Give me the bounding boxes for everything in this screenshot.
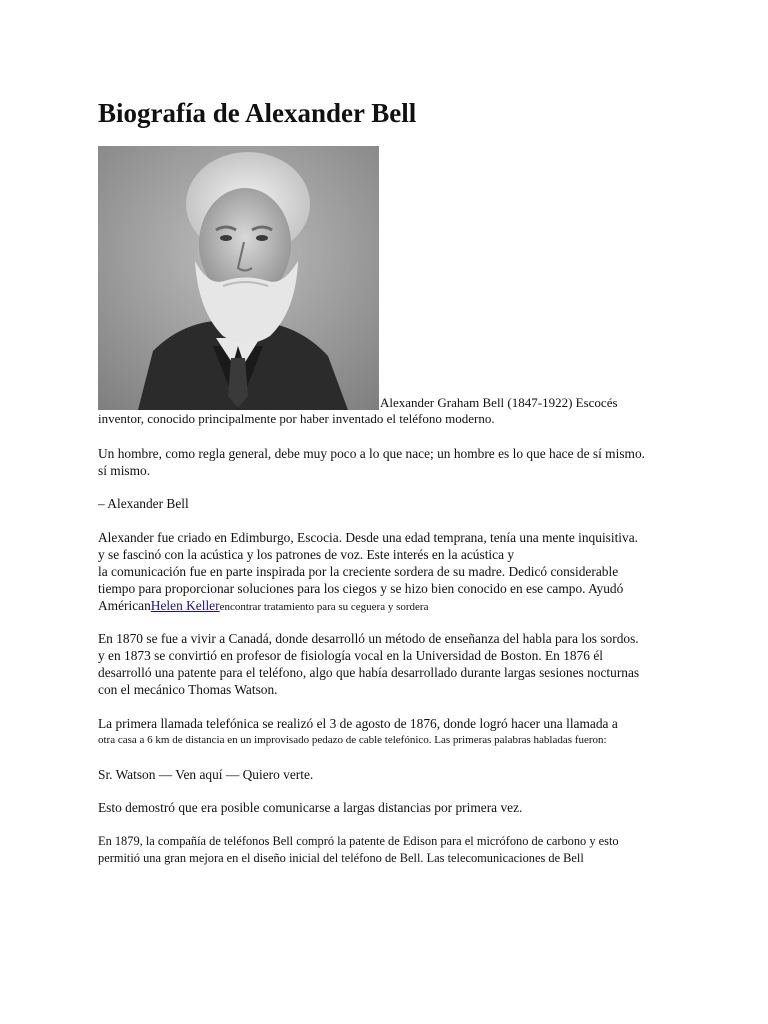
paragraph-line: otra casa a 6 km de distancia en un improvisado pedazo de cable telefónico. Las primeras palabras habladas fueron: (98, 734, 607, 746)
paragraph-line: En 1870 se fue a vivir a Canadá, donde desarrolló un método de enseñanza del habla para los sordos. (98, 631, 639, 646)
portrait-caption-continued: inventor, conocido principalmente por haber inventado el teléfono moderno. (98, 411, 495, 426)
paragraph-line: permitió una gran mejora en el diseño inicial del teléfono de Bell. Las telecomunicaciones de Bell (98, 851, 584, 865)
helen-keller-link[interactable]: Helen Keller (150, 598, 220, 613)
paragraph-line: y en 1873 se convirtió en profesor de fisiología vocal en la Universidad de Boston. En 1876 él (98, 648, 604, 663)
portrait-caption: Alexander Graham Bell (1847-1922) Escocés (380, 395, 618, 410)
quote-line: Un hombre, como regla general, debe muy poco a lo que nace; un hombre es lo que hace de sí mismo. (98, 446, 645, 461)
paragraph-line: Esto demostró que era posible comunicarse a largas distancias por primera vez. (98, 800, 523, 815)
paragraph-line: con el mecánico Thomas Watson. (98, 682, 278, 697)
paragraph-line: La primera llamada telefónica se realizó el 3 de agosto de 1876, donde logró hacer una llamada a (98, 716, 618, 731)
quote-line: sí mismo. (98, 463, 151, 478)
paragraph-line: y se fascinó con la acústica y los patrones de voz. Este interés en la acústica y (98, 547, 515, 562)
paragraph-line: tiempo para proporcionar soluciones para los ciegos y se hizo bien conocido en ese campo. Ayudó (98, 581, 624, 596)
quote-attribution: – Alexander Bell (98, 496, 189, 511)
paragraph-line: En 1879, la compañía de teléfonos Bell compró la patente de Edison para el micrófono de carbono y esto (98, 834, 619, 848)
first-words-quote: Sr. Watson — Ven aquí — Quiero verte. (98, 767, 314, 782)
portrait-image (98, 146, 379, 410)
paragraph-text: encontrar tratamiento para su ceguera y sordera (219, 601, 429, 613)
paragraph-text: Américan (98, 598, 151, 613)
paragraph-line (98, 597, 428, 616)
page-title: Biografía de Alexander Bell (98, 98, 417, 128)
paragraph-line: la comunicación fue en parte inspirada por la creciente sordera de su madre. Dedicó considerable (98, 564, 619, 579)
paragraph-line: Alexander fue criado en Edimburgo, Escocia. Desde una edad temprana, tenía una mente inquisitiva. (98, 530, 639, 545)
paragraph-line: desarrolló una patente para el teléfono, algo que había desarrollado durante largas sesiones nocturnas (98, 665, 640, 680)
